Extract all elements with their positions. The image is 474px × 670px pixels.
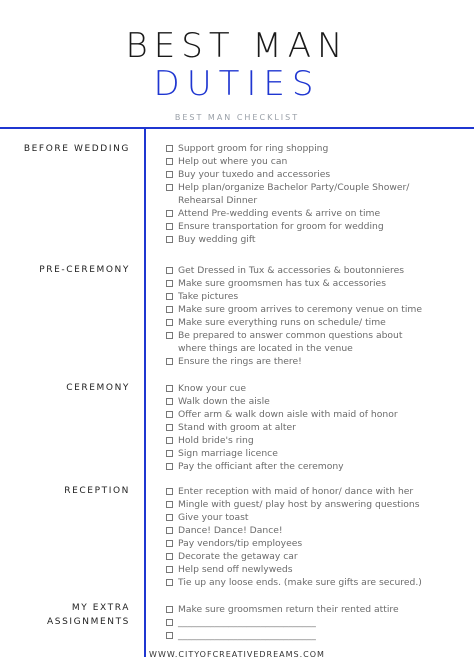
checkbox-icon[interactable] [166, 267, 173, 274]
checkbox-icon[interactable] [166, 306, 173, 313]
checklist-before-wedding [166, 142, 466, 246]
checkbox-icon[interactable] [166, 514, 173, 521]
checklist-item[interactable]: Buy wedding gift [166, 233, 466, 246]
checklist-item[interactable]: Make sure groomsmen has tux & accessories [166, 277, 466, 290]
checkbox-icon[interactable] [166, 398, 173, 405]
checklist-item[interactable]: Pay the officiant after the ceremony [166, 460, 466, 473]
checklist-item[interactable]: Know your cue [166, 382, 466, 395]
checkbox-icon[interactable] [166, 385, 173, 392]
checklist-item-continuation: where things are located in the venue [178, 343, 353, 354]
checkbox-icon[interactable] [166, 619, 173, 626]
subtitle: BEST MAN CHECKLIST [174, 113, 300, 122]
checkbox-icon[interactable] [166, 424, 173, 431]
checkbox-icon[interactable] [166, 223, 173, 230]
checkbox-icon[interactable] [166, 171, 173, 178]
checkbox-icon[interactable] [166, 210, 173, 217]
section-label-reception: RECEPTION [64, 486, 130, 496]
checkbox-icon[interactable] [166, 501, 173, 508]
checkbox-icon[interactable] [166, 411, 173, 418]
title-line-2: DUTIES [153, 64, 321, 104]
checklist-item[interactable]: Decorate the getaway car [166, 550, 466, 563]
checklist-item[interactable]: Stand with groom at alter [166, 421, 466, 434]
checklist-ceremony [166, 382, 466, 473]
checkbox-icon[interactable] [166, 332, 173, 339]
checkbox-icon[interactable] [166, 566, 173, 573]
checklist-item[interactable]: Help send off newlyweds [166, 563, 466, 576]
title-line-1: BEST MAN [125, 26, 349, 66]
checklist-item[interactable]: Help plan/organize Bachelor Party/Couple Shower/ [166, 181, 466, 194]
checklist-extra-assignments [166, 603, 466, 642]
checklist-item[interactable]: Support groom for ring shopping [166, 142, 466, 155]
checkbox-icon[interactable] [166, 280, 173, 287]
checklist-item[interactable]: Hold bride's ring [166, 434, 466, 447]
checklist-item[interactable]: Buy your tuxedo and accessories [166, 168, 466, 181]
vertical-divider [144, 127, 146, 657]
checklist-item[interactable]: Make sure everything runs on schedule/ time [166, 316, 466, 329]
checkbox-icon[interactable] [166, 553, 173, 560]
checklist-item[interactable]: Mingle with guest/ play host by answering questions [166, 498, 466, 511]
checklist-item[interactable]: Pay vendors/tip employees [166, 537, 466, 550]
checkbox-icon[interactable] [166, 437, 173, 444]
checklist-item-continuation: Rehearsal Dinner [178, 195, 258, 206]
checklist-item[interactable]: Attend Pre-wedding events & arrive on time [166, 207, 466, 220]
checkbox-icon[interactable] [166, 606, 173, 613]
section-label-before-wedding: BEFORE WEDDING [23, 144, 130, 154]
section-label-ceremony: CEREMONY [66, 383, 130, 393]
checklist-item[interactable]: Dance! Dance! Dance! [166, 524, 466, 537]
section-label-extra-assignments: MY EXTRA ASSIGNMENTS [47, 603, 130, 627]
checklist-item[interactable]: Sign marriage licence [166, 447, 466, 460]
checklist-item[interactable]: Take pictures [166, 290, 466, 303]
checklist-item[interactable]: Ensure transportation for groom for wedding [166, 220, 466, 233]
checkbox-icon[interactable] [166, 236, 173, 243]
checkbox-icon[interactable] [166, 579, 173, 586]
checkbox-icon[interactable] [166, 632, 173, 639]
checkbox-icon[interactable] [166, 358, 173, 365]
checkbox-icon[interactable] [166, 145, 173, 152]
checkbox-icon[interactable] [166, 158, 173, 165]
checklist-pre-ceremony [166, 264, 466, 368]
checklist-item[interactable]: Be prepared to answer common questions about [166, 329, 466, 342]
checklist-item[interactable]: Give your toast [166, 511, 466, 524]
checkbox-icon[interactable] [166, 540, 173, 547]
checkbox-icon[interactable] [166, 184, 173, 191]
checkbox-icon[interactable] [166, 463, 173, 470]
checklist-reception [166, 485, 466, 589]
checkbox-icon[interactable] [166, 527, 173, 534]
horizontal-divider [0, 127, 474, 129]
checklist-item[interactable]: Tie up any loose ends. (make sure gifts are secured.) [166, 576, 466, 589]
section-label-pre-ceremony: PRE-CEREMONY [39, 265, 130, 275]
checklist-item[interactable]: Get Dressed in Tux & accessories & boutonnieres [166, 264, 466, 277]
checkbox-icon[interactable] [166, 293, 173, 300]
checkbox-icon[interactable] [166, 488, 173, 495]
footer-url: WWW.CITYOFCREATIVEDREAMS.COM [149, 650, 325, 659]
checklist-item[interactable]: Make sure groom arrives to ceremony venue on time [166, 303, 466, 316]
checklist-item[interactable]: Ensure the rings are there! [166, 355, 466, 368]
checklist-item[interactable]: Make sure groomsmen return their rented attire [166, 603, 466, 616]
checklist-item[interactable]: Offer arm & walk down aisle with maid of honor [166, 408, 466, 421]
checklist-item[interactable]: Enter reception with maid of honor/ dance with her [166, 485, 466, 498]
checklist-item[interactable]: Help out where you can [166, 155, 466, 168]
checkbox-icon[interactable] [166, 319, 173, 326]
checklist-item-blank[interactable]: ______________________________ [166, 616, 466, 629]
checklist-item[interactable]: Walk down the aisle [166, 395, 466, 408]
checklist-item-blank[interactable]: ______________________________ [166, 629, 466, 642]
checkbox-icon[interactable] [166, 450, 173, 457]
